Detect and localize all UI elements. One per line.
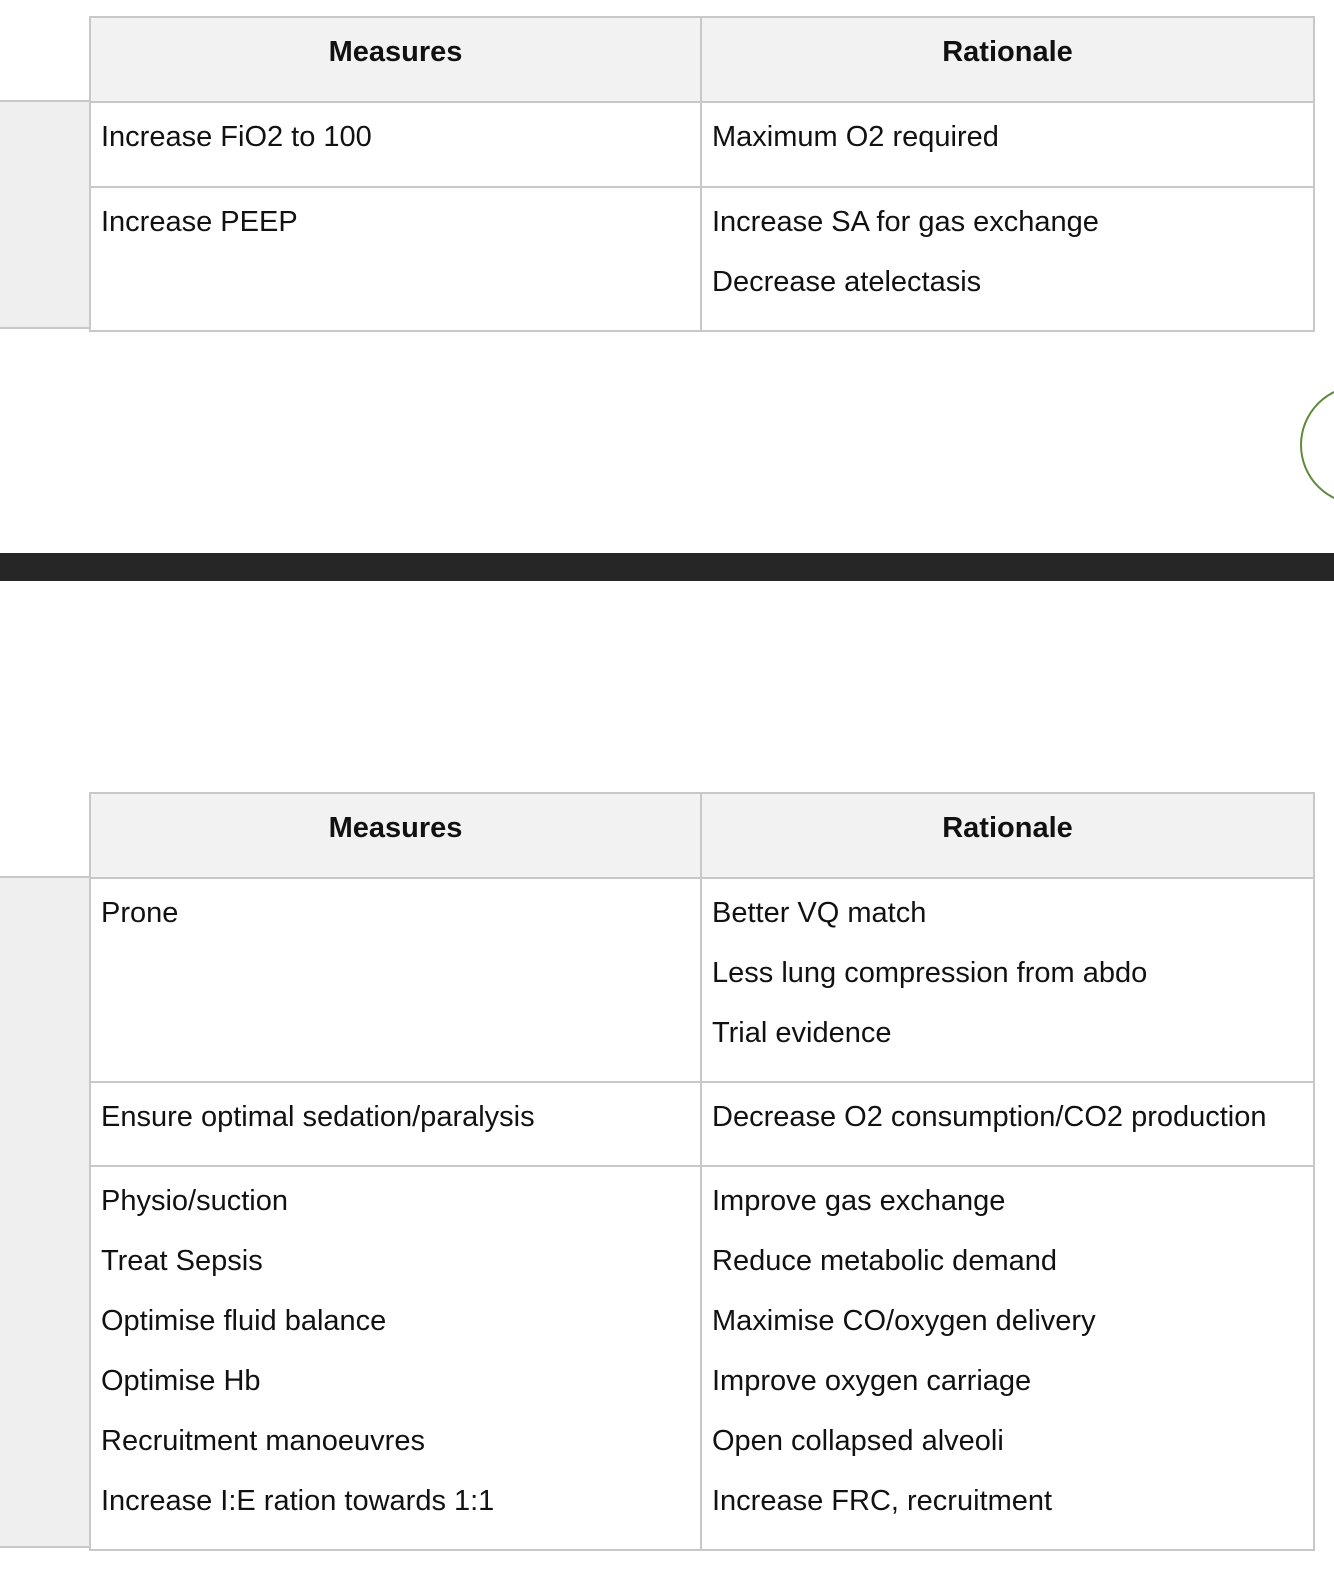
table-row: [90, 878, 1314, 1082]
row-gutter: [0, 100, 89, 329]
table-row: [90, 1082, 1314, 1166]
rationale-text: Maximum O2 required: [712, 121, 999, 153]
rationale-cell: [701, 187, 1314, 331]
rationale-text: Decrease atelectasis: [712, 266, 982, 298]
rationale-text: Open collapsed alveoli: [712, 1425, 1004, 1457]
rationale-text: Less lung compression from abdo: [712, 957, 1148, 989]
header-measures: Measures: [90, 17, 701, 102]
rationale-text: Trial evidence: [712, 1017, 892, 1049]
rationale-cell: [701, 1082, 1314, 1166]
measure-text: Treat Sepsis: [101, 1245, 263, 1277]
rationale-text: Maximise CO/oxygen delivery: [712, 1305, 1096, 1337]
rationale-text: Improve gas exchange: [712, 1185, 1006, 1217]
measures-cell: [90, 187, 701, 331]
section-divider: [0, 553, 1334, 581]
header-rationale: Rationale: [701, 17, 1314, 102]
measures-cell: [90, 1082, 701, 1166]
table-header-row: [90, 17, 1314, 102]
table-header-row: [90, 793, 1314, 878]
table-row: [90, 1166, 1314, 1550]
rationale-text: Decrease O2 consumption/CO2 production: [712, 1101, 1267, 1133]
rationale-cell: [701, 878, 1314, 1082]
rationale-cell: [701, 102, 1314, 187]
measure-text: Increase PEEP: [101, 206, 298, 238]
measure-text: Optimise fluid balance: [101, 1305, 387, 1337]
header-measures: Measures: [90, 793, 701, 878]
rationale-text: Better VQ match: [712, 897, 927, 929]
measure-text: Increase FiO2 to 100: [101, 121, 372, 153]
measure-text: Increase I:E ration towards 1:1: [101, 1485, 495, 1517]
measure-text: Physio/suction: [101, 1185, 288, 1217]
measure-text: Prone: [101, 897, 179, 929]
rationale-text: Improve oxygen carriage: [712, 1365, 1032, 1397]
rationale-text: Reduce metabolic demand: [712, 1245, 1057, 1277]
header-rationale: Rationale: [701, 793, 1314, 878]
rationale-text: Increase SA for gas exchange: [712, 206, 1099, 238]
measures-cell: [90, 102, 701, 187]
measures-table-1: [89, 16, 1315, 332]
measures-table-2: [89, 792, 1315, 1551]
decorative-circle: [1300, 385, 1334, 505]
rationale-text: Increase FRC, recruitment: [712, 1485, 1053, 1517]
table-row: [90, 102, 1314, 187]
measures-cell: [90, 1166, 701, 1550]
table-row: [90, 187, 1314, 331]
measure-text: Optimise Hb: [101, 1365, 261, 1397]
rationale-cell: [701, 1166, 1314, 1550]
measures-cell: [90, 878, 701, 1082]
row-gutter: [0, 876, 89, 1548]
measure-text: Ensure optimal sedation/paralysis: [101, 1101, 535, 1133]
measure-text: Recruitment manoeuvres: [101, 1425, 425, 1457]
